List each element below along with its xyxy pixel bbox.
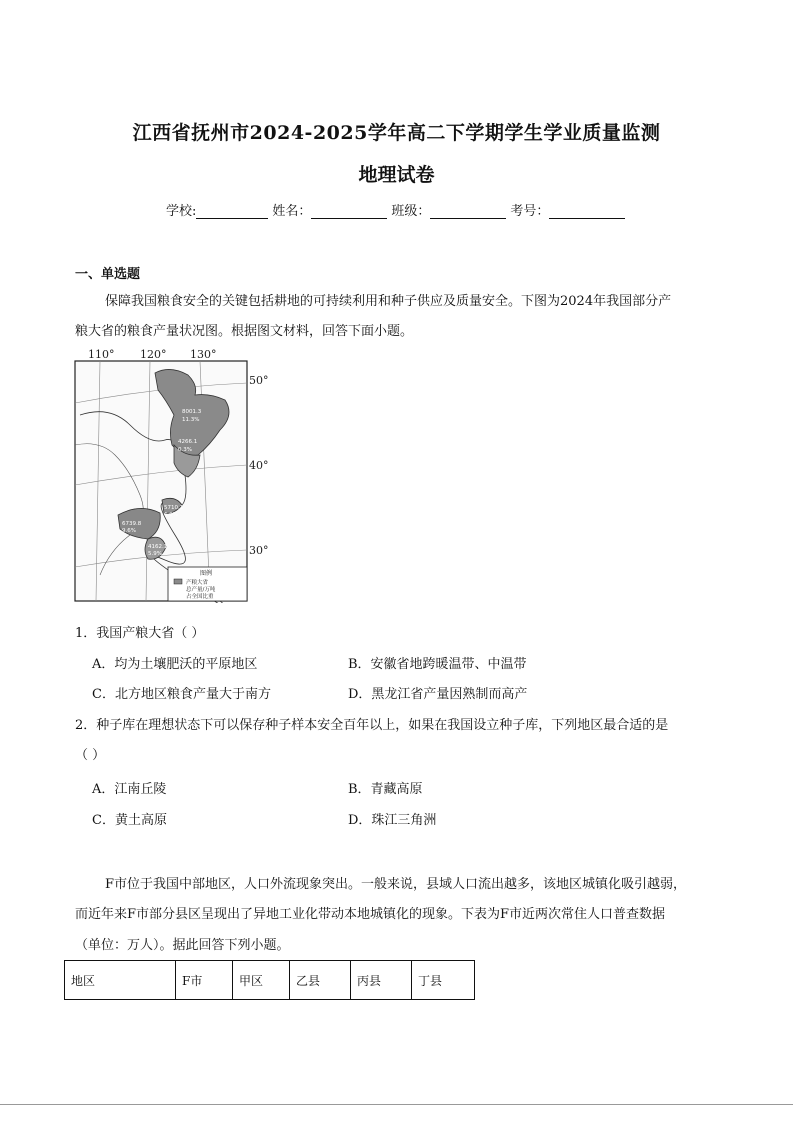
table-header-cell: 乙县	[290, 961, 351, 1000]
table-header-cell: 丁县	[412, 961, 475, 1000]
table-header-cell: 甲区	[233, 961, 290, 1000]
lat-label-50: 50°	[249, 374, 269, 387]
page-bottom-rule	[0, 1104, 793, 1105]
lon-label-120: 120°	[140, 348, 167, 361]
intro-line-1: 保障我国粮食安全的关键包括耕地的可持续利用和种子供应及质量安全。下图为2024年我国部分产	[105, 294, 672, 309]
class-blank[interactable]	[430, 204, 506, 219]
exam-subtitle: 地理试卷	[358, 164, 435, 186]
label-hn-share: 9.6%	[122, 528, 136, 534]
exam-title: 江西省抚州市2024-2025学年高二下学期学生学业质量监测	[132, 122, 661, 144]
section-heading-single-choice: 一、单选题	[75, 267, 141, 282]
q2-option-b[interactable]: B．青藏高原	[348, 782, 423, 797]
label-hlj-output: 8001.3	[182, 409, 202, 415]
student-info-row	[166, 200, 629, 219]
name-label: 姓名：	[272, 204, 312, 219]
legend-item-2: 总产量/万吨	[186, 587, 216, 593]
id-blank[interactable]	[549, 204, 625, 219]
lon-label-130: 130°	[190, 348, 217, 361]
q1-option-d[interactable]: D．黑龙江省产量因熟制而高产	[348, 687, 528, 702]
school-label: 学校:	[166, 204, 197, 219]
label-sd-output: 5710.1	[164, 505, 184, 511]
q2-option-a[interactable]: A．江南丘陵	[92, 782, 167, 797]
label-jl-share: 0.3%	[178, 447, 192, 453]
q2-option-c[interactable]: C．黄土高原	[92, 813, 167, 828]
label-hn-output: 6739.8	[122, 521, 142, 527]
legend-item-3: 占全国比重	[186, 594, 214, 600]
table-header-cell: 地区	[65, 961, 176, 1000]
q2-option-d[interactable]: D．珠江三角洲	[348, 813, 437, 828]
lat-label-40: 40°	[249, 459, 269, 472]
table-header-cell: 丙县	[351, 961, 412, 1000]
q2-stem-line-2: （ ）	[75, 748, 106, 763]
passage-line-1: F市位于我国中部地区，人口外流现象突出。一般来说，县域人口流出越多，该地区城镇化吸引越弱，	[105, 877, 687, 892]
intro-line-2: 粮大省的粮食产量状况图。根据图文材料，回答下面小题。	[75, 324, 414, 339]
class-label: 班级：	[391, 204, 431, 219]
q1-stem: 1．我国产粮大省（ ）	[75, 626, 205, 641]
passage-line-2: 而近年来F市部分县区呈现出了异地工业化带动本地城镇化的现象。下表为F市近两次常住人口普查数据	[75, 907, 666, 922]
label-jl-output: 4266.1	[178, 439, 198, 445]
q1-option-a[interactable]: A．均为土壤肥沃的平原地区	[92, 657, 258, 672]
table-header-row	[65, 961, 475, 1000]
id-label: 考号：	[510, 204, 550, 219]
label-ah-output: 4162.1	[148, 544, 168, 550]
grain-production-map	[70, 345, 270, 603]
legend-swatch	[174, 579, 182, 584]
school-blank[interactable]	[196, 204, 268, 219]
q1-option-c[interactable]: C．北方地区粮食产量大于南方	[92, 687, 271, 702]
name-blank[interactable]	[311, 204, 387, 219]
label-sd-share: 6.0%	[164, 512, 178, 518]
legend-item-1: 产粮大省	[186, 580, 209, 586]
lat-label-30: 30°	[249, 544, 269, 557]
population-table	[64, 960, 475, 1000]
legend-title: 图例	[200, 570, 213, 577]
q1-option-b[interactable]: B．安徽省地跨暖温带、中温带	[348, 657, 527, 672]
q2-stem-line-1: 2．种子库在理想状态下可以保存种子样本安全百年以上，如果在我国设立种子库，下列地区最合适的是	[75, 718, 669, 733]
table-header-cell: F市	[176, 961, 233, 1000]
label-hlj-share: 11.3%	[182, 417, 200, 423]
lon-label-110: 110°	[88, 348, 115, 361]
label-ah-share: 5.9%	[148, 551, 162, 557]
passage-line-3: （单位：万人）。据此回答下列小题。	[75, 938, 290, 953]
